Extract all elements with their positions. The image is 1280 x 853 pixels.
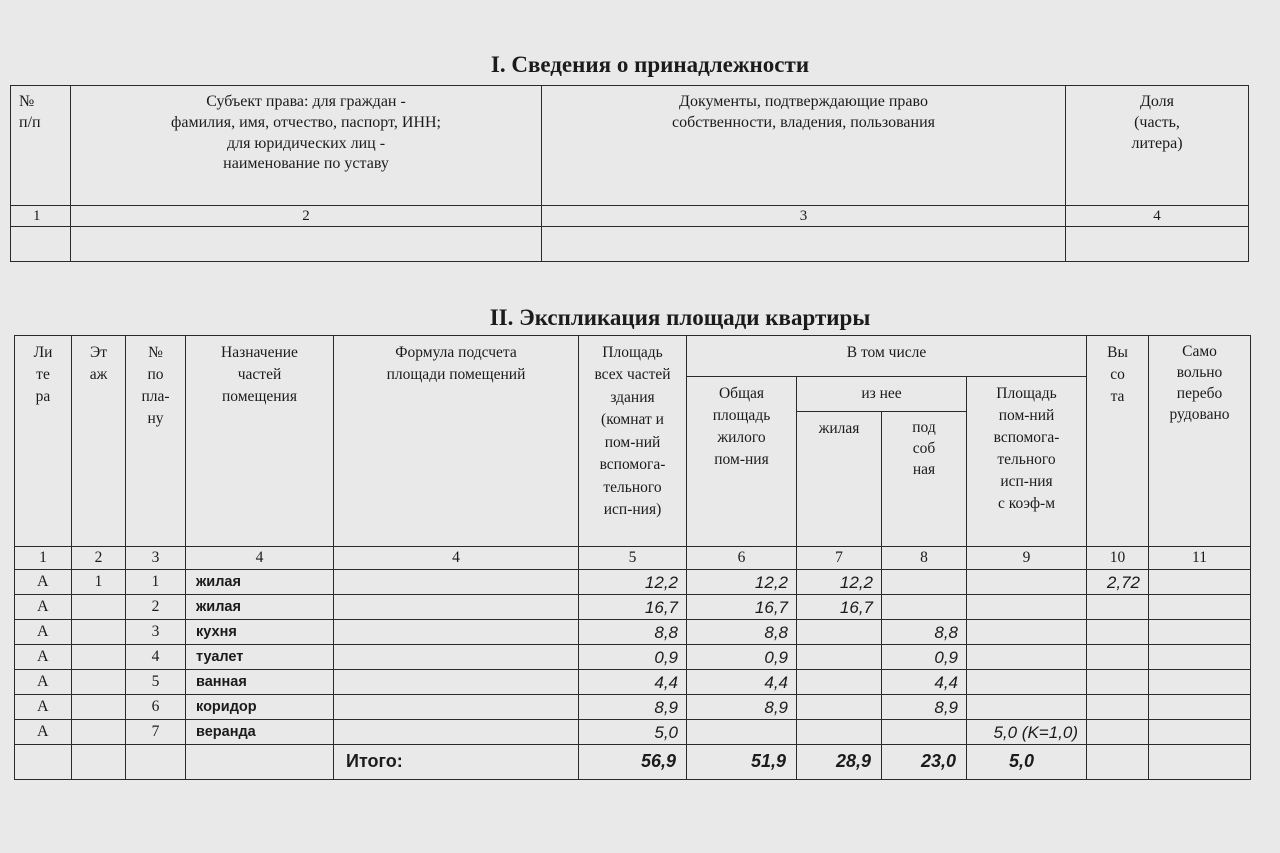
room-formula	[334, 720, 579, 745]
room-auxiliary	[882, 570, 967, 595]
room-aux-coef	[967, 670, 1087, 695]
header-purpose: Назначение частей помещения	[186, 336, 334, 547]
room-plan-number: 6	[126, 695, 186, 720]
col-number: 10	[1087, 547, 1149, 570]
empty-cell	[72, 745, 126, 780]
room-aux-coef: 5,0 (K=1,0)	[967, 720, 1087, 745]
empty-cell	[542, 227, 1066, 262]
room-plan-number: 1	[126, 570, 186, 595]
table-row	[15, 720, 1251, 745]
header-documents: Документы, подтверждающие право собственности, владения, пользования	[542, 86, 1066, 206]
room-auxiliary: 0,9	[882, 645, 967, 670]
room-formula	[334, 670, 579, 695]
room-unauthorized	[1149, 645, 1251, 670]
ownership-table	[10, 85, 1249, 262]
total-living-area: 51,9	[687, 745, 797, 780]
header-formula: Формула подсчета площади помещений	[334, 336, 579, 547]
header-litera: Ли те ра	[15, 336, 72, 547]
table-row	[15, 695, 1251, 720]
header-total-living: Общая площадь жилого пом-ния	[687, 377, 797, 547]
room-formula	[334, 620, 579, 645]
header-pp: № п/п	[11, 86, 71, 206]
col-number: 2	[72, 547, 126, 570]
room-litera: А	[15, 720, 72, 745]
room-formula	[334, 695, 579, 720]
room-total-living: 8,9	[687, 695, 797, 720]
empty-cell	[15, 745, 72, 780]
room-living: 16,7	[797, 595, 882, 620]
header-floor: Эт аж	[72, 336, 126, 547]
room-area-all: 8,8	[579, 620, 687, 645]
col-number: 11	[1149, 547, 1251, 570]
room-floor	[72, 695, 126, 720]
room-purpose: жилая	[186, 570, 334, 595]
col-number: 4	[186, 547, 334, 570]
empty-cell	[1149, 745, 1251, 780]
room-aux-coef	[967, 595, 1087, 620]
room-area-all: 0,9	[579, 645, 687, 670]
room-purpose: веранда	[186, 720, 334, 745]
room-floor	[72, 670, 126, 695]
room-floor	[72, 595, 126, 620]
header-living: жилая	[797, 412, 882, 547]
col-number: 3	[542, 206, 1066, 227]
explication-number-row	[15, 547, 1251, 570]
total-living: 28,9	[797, 745, 882, 780]
header-area-all: Площадь всех частей здания (комнат и пом-ний вспомога- тельного исп-ния)	[579, 336, 687, 547]
col-number: 5	[579, 547, 687, 570]
header-of-which: из нее	[797, 377, 967, 412]
ownership-header-row	[11, 86, 1249, 206]
room-floor	[72, 720, 126, 745]
col-number: 1	[15, 547, 72, 570]
header-share: Доля (часть, литера)	[1066, 86, 1249, 206]
col-number: 2	[71, 206, 542, 227]
room-total-living: 12,2	[687, 570, 797, 595]
col-number: 1	[11, 206, 71, 227]
col-number: 3	[126, 547, 186, 570]
room-total-living: 8,8	[687, 620, 797, 645]
room-area-all: 8,9	[579, 695, 687, 720]
room-plan-number: 5	[126, 670, 186, 695]
room-auxiliary	[882, 595, 967, 620]
header-unauthorized: Само вольно перебо рудовано	[1149, 336, 1251, 547]
total-aux-coef: 5,0	[967, 745, 1087, 780]
room-litera: А	[15, 595, 72, 620]
table-row	[15, 620, 1251, 645]
room-height	[1087, 720, 1149, 745]
room-aux-coef	[967, 570, 1087, 595]
room-unauthorized	[1149, 570, 1251, 595]
room-aux-coef	[967, 620, 1087, 645]
header-including: В том числе	[687, 336, 1087, 377]
col-number: 4	[1066, 206, 1249, 227]
room-area-all: 5,0	[579, 720, 687, 745]
room-total-living: 0,9	[687, 645, 797, 670]
explication-table	[14, 335, 1251, 780]
header-auxiliary: под соб ная	[882, 412, 967, 547]
room-formula	[334, 570, 579, 595]
room-floor: 1	[72, 570, 126, 595]
total-auxiliary: 23,0	[882, 745, 967, 780]
room-living	[797, 645, 882, 670]
empty-cell	[186, 745, 334, 780]
room-auxiliary: 8,9	[882, 695, 967, 720]
room-area-all: 12,2	[579, 570, 687, 595]
room-living	[797, 670, 882, 695]
table-row	[15, 570, 1251, 595]
section-2-title: II. Экспликация площади квартиры	[489, 305, 871, 330]
room-height	[1087, 695, 1149, 720]
room-living	[797, 695, 882, 720]
room-plan-number: 3	[126, 620, 186, 645]
explication-header-row-1	[15, 336, 1251, 377]
table-row	[15, 670, 1251, 695]
col-number: 6	[687, 547, 797, 570]
room-height	[1087, 645, 1149, 670]
table-row	[15, 595, 1251, 620]
room-floor	[72, 620, 126, 645]
empty-cell	[71, 227, 542, 262]
header-aux-area-coef: Площадь пом-ний вспомога- тельного исп-ния с коэф-м	[967, 377, 1087, 547]
room-purpose: коридор	[186, 695, 334, 720]
header-subject: Субъект права: для граждан - фамилия, имя, отчество, паспорт, ИНН; для юридических лиц - наименование по уставу	[71, 86, 542, 206]
room-unauthorized	[1149, 670, 1251, 695]
room-total-living: 4,4	[687, 670, 797, 695]
col-number: 4	[334, 547, 579, 570]
empty-cell	[11, 227, 71, 262]
room-area-all: 4,4	[579, 670, 687, 695]
col-number: 8	[882, 547, 967, 570]
room-formula	[334, 645, 579, 670]
room-unauthorized	[1149, 620, 1251, 645]
header-plan-number: № по пла- ну	[126, 336, 186, 547]
room-purpose: кухня	[186, 620, 334, 645]
empty-cell	[1087, 745, 1149, 780]
ownership-number-row	[11, 206, 1249, 227]
room-plan-number: 7	[126, 720, 186, 745]
room-rows	[15, 570, 1251, 745]
col-number: 9	[967, 547, 1087, 570]
room-purpose: туалет	[186, 645, 334, 670]
room-litera: А	[15, 570, 72, 595]
room-litera: А	[15, 620, 72, 645]
room-unauthorized	[1149, 720, 1251, 745]
room-unauthorized	[1149, 695, 1251, 720]
room-plan-number: 4	[126, 645, 186, 670]
room-living	[797, 620, 882, 645]
col-number: 7	[797, 547, 882, 570]
room-height	[1087, 670, 1149, 695]
room-aux-coef	[967, 645, 1087, 670]
table-row	[15, 645, 1251, 670]
room-purpose: ванная	[186, 670, 334, 695]
total-label: Итого:	[334, 745, 579, 780]
room-living	[797, 720, 882, 745]
room-litera: А	[15, 670, 72, 695]
total-area-all: 56,9	[579, 745, 687, 780]
room-purpose: жилая	[186, 595, 334, 620]
room-auxiliary: 8,8	[882, 620, 967, 645]
total-row	[15, 745, 1251, 780]
room-total-living: 16,7	[687, 595, 797, 620]
room-floor	[72, 645, 126, 670]
room-auxiliary	[882, 720, 967, 745]
room-auxiliary: 4,4	[882, 670, 967, 695]
room-unauthorized	[1149, 595, 1251, 620]
room-total-living	[687, 720, 797, 745]
room-litera: А	[15, 695, 72, 720]
room-plan-number: 2	[126, 595, 186, 620]
room-height: 2,72	[1087, 570, 1149, 595]
empty-cell	[1066, 227, 1249, 262]
room-height	[1087, 595, 1149, 620]
ownership-empty-row	[11, 227, 1249, 262]
room-litera: А	[15, 645, 72, 670]
room-area-all: 16,7	[579, 595, 687, 620]
room-formula	[334, 595, 579, 620]
room-living: 12,2	[797, 570, 882, 595]
empty-cell	[126, 745, 186, 780]
room-aux-coef	[967, 695, 1087, 720]
header-height: Вы со та	[1087, 336, 1149, 547]
section-1-title: I. Сведения о принадлежности	[490, 52, 810, 77]
room-height	[1087, 620, 1149, 645]
